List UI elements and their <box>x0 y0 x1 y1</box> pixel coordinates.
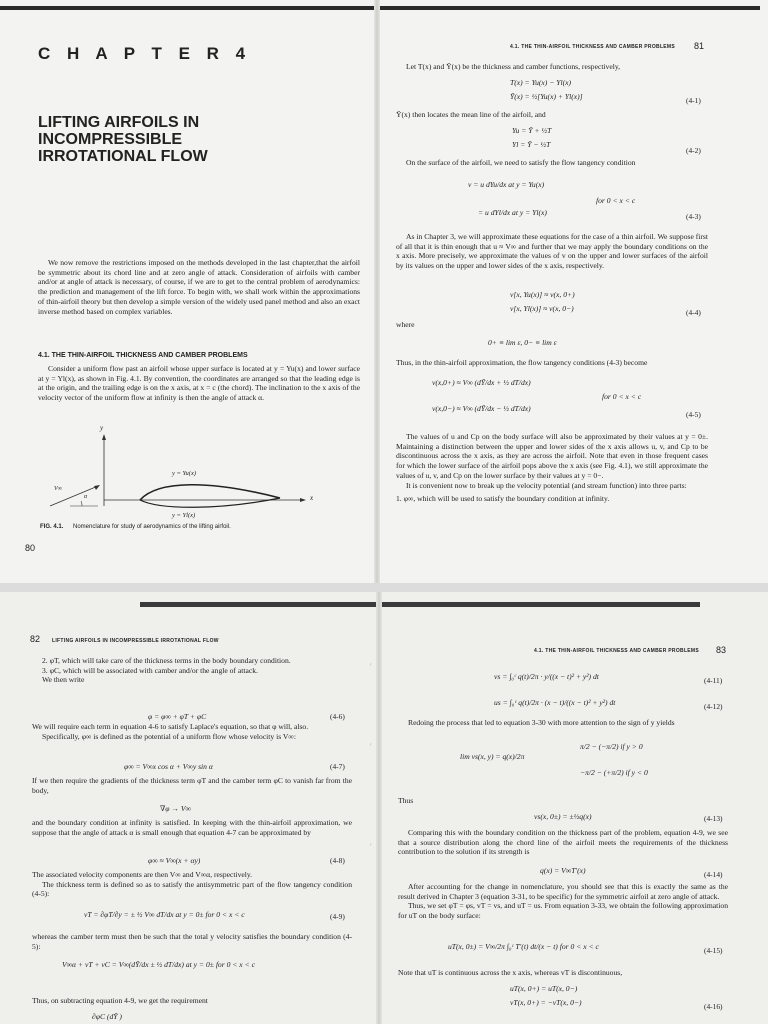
case-upper: π/2 − (−π/2) if y > 0 <box>580 742 643 751</box>
equation-number: (4-5) <box>686 410 701 419</box>
equation-4-1a: T(x) = Yu(x) − Yl(x) <box>510 78 572 87</box>
equation-4-6: φ = φ∞ + φT + φC <box>148 712 207 721</box>
equation-number: (4-9) <box>330 912 345 921</box>
book-gutter <box>374 0 380 583</box>
paragraph: Specifically, φ∞ is defined as the potential of a uniform flow whose velocity is V∞: <box>42 731 296 741</box>
paragraph: On the surface of the airfoil, we need to satisfy the flow tangency condition <box>406 158 636 167</box>
running-head-81: 4.1. THE THIN-AIRFOIL THICKNESS AND CAMBER PROBLEMS <box>510 44 676 50</box>
equation-4-16b: vT(x, 0+) = −vT(x, 0−) <box>510 998 582 1007</box>
lower-surface-label: y = Yl(x) <box>172 512 196 519</box>
equation-number: (4-6) <box>330 712 345 721</box>
chapter-title <box>38 114 208 165</box>
paragraph: Thus <box>398 796 414 805</box>
paragraph: Redoing the process that led to equation 3-30 with more attention to the sign of y yields <box>408 718 675 727</box>
top-edge-rule <box>140 602 700 607</box>
equation-4-7: φ∞ = V∞x cos α + V∞y sin α <box>124 762 213 771</box>
equation-4-13: vs(x, 0±) = ±½q(x) <box>534 812 592 821</box>
where-label: where <box>396 320 415 329</box>
paragraph: The associated velocity components are then V∞ and V∞α, respectively. <box>32 870 253 879</box>
paragraph: whereas the camber term must then be such that the total y velocity satisfies the boundary condition (4-5): <box>32 932 352 951</box>
page-spread-bottom <box>0 592 768 1024</box>
equation-number: (4-16) <box>704 1002 723 1011</box>
equation-partial: ∂φC (dȲ ) <box>92 1012 122 1021</box>
equation-4-14: q(x) = V∞T′(x) <box>540 866 586 875</box>
paragraph: Let T(x) and Ȳ(x) be the thickness and camber functions, respectively, <box>406 62 621 71</box>
equation-number: (4-1) <box>686 96 701 105</box>
freestream-label: V∞ <box>54 486 62 492</box>
paragraph: It is convenient now to break up the velocity potential (and stream function) into three parts: <box>406 480 687 490</box>
equation-number: (4-11) <box>704 676 723 685</box>
equation-4-2a: Yu = Ȳ + ½T <box>512 126 552 135</box>
paragraph: We will require each term in equation 4-6 to satisfy Laplace's equation, so that φ will, also. <box>32 722 309 731</box>
list-item: 3. φC, which will be associated with camber and/or the angle of attack. <box>42 665 258 675</box>
gradient-condition: ∇φ → V∞ <box>160 804 191 813</box>
paragraph: and the boundary condition at infinity is satisfied. In keeping with the thin-airfoil approximation, we suppose that the angle of attack α is small enough that equation 4-7 can be approximated by <box>32 818 352 837</box>
paragraph: If we then require the gradients of the thickness term φT and the camber term φC to vanish far from the body, <box>32 776 352 795</box>
paragraph: After accounting for the change in nomenclature, you should see that this is exactly the same as the result derived in Chapter 3 (equation 3-31, to be specific) for the symmetric airfoil at zero angle of attack. <box>398 882 728 901</box>
paragraph: Thus, in the thin-airfoil approximation, the flow tangency conditions (4-3) become <box>396 358 648 367</box>
paragraph: Thus, we set φT = φs, vT = vs, and uT = us. From equation 3-33, we obtain the following approximation for uT on the body surface: <box>398 901 728 921</box>
equation-4-9: vT = ∂φT/∂y = ± ½ V∞ dT/dx at y = 0± for 0 < x < c <box>84 910 245 919</box>
equation-4-12: us = ∫₀ᶜ q(t)/2π · (x − t)/((x − t)² + y²) dt <box>494 698 616 707</box>
equation-number: (4-2) <box>686 146 701 155</box>
list-item: 1. φ∞, which will be used to satisfy the boundary condition at infinity. <box>396 494 610 504</box>
page-number-80: 80 <box>25 543 36 553</box>
paragraph: We then write <box>42 675 85 685</box>
page-number-82: 82 <box>30 634 41 644</box>
equation-4-16a: uT(x, 0+) = uT(x, 0−) <box>510 984 578 993</box>
list-item: 2. φT, which will take care of the thickness terms in the body boundary condition. <box>42 656 291 665</box>
limit-equation: lim vs(x, y) = q(x)/2π <box>460 752 525 761</box>
paragraph: The thickness term is defined so as to satisfy the antisymmetric part of the flow tangency condition (4-5): <box>32 879 352 899</box>
equation-4-8: φ∞ ≈ V∞(x + αy) <box>148 856 201 865</box>
equation-number: (4-15) <box>704 946 723 955</box>
equation-number: (4-8) <box>330 856 345 865</box>
upper-surface-label: y = Yu(x) <box>172 470 197 477</box>
title-line: IRROTATIONAL FLOW <box>38 148 208 165</box>
title-line: LIFTING AIRFOILS IN <box>38 114 200 131</box>
figure-caption-label: FIG. 4.1. <box>40 524 64 530</box>
equation-number: (4-12) <box>704 702 723 711</box>
page-number-81: 81 <box>694 41 705 51</box>
alpha-label: α <box>84 494 88 500</box>
equation-number: (4-14) <box>704 870 723 879</box>
equation-4-10: V∞α + vT + vC = V∞(dȲ/dx ± ½ dT/dx) at y = 0± for 0 < x < c <box>62 960 255 969</box>
equation-4-5a: v(x,0+) ≈ V∞ (dȲ/dx + ½ dT/dx) <box>432 378 531 387</box>
paragraph: Ȳ(x) then locates the mean line of the airfoil, and <box>396 110 546 119</box>
equation-4-3a: v = u dYu/dx at y = Yu(x) <box>468 180 545 189</box>
case-lower: −π/2 − (+π/2) if y < 0 <box>580 768 648 777</box>
y-axis-label: y <box>100 424 104 432</box>
top-edge-rule <box>0 6 760 10</box>
running-head-83: 4.1. THE THIN-AIRFOIL THICKNESS AND CAMBER PROBLEMS <box>534 648 700 654</box>
equation-4-15: uT(x, 0±) = V∞/2π ∫₀ᶜ T′(t) dt/(x − t) for 0 < x < c <box>448 942 599 951</box>
section-heading: 4.1. THE THIN-AIRFOIL THICKNESS AND CAMBER PROBLEMS <box>38 352 248 359</box>
intro-paragraph: We now remove the restrictions imposed on the methods developed in the last chapter,that the airfoil be symmetric about its chord line and at zero angle of attack. Consideration of airfoils with camber and/or at angle of attack is necessary, of course, if we are to get to the central problem of aerodynamics: the prediction and management of the lift force. To begin with, we shall work within the approximations of thin-airfoil theory but then develop a simple version of the widely used panel method and also an exact inverse method based on complex variables. <box>38 258 360 316</box>
equation-condition: for 0 < x < c <box>596 196 636 205</box>
page-number-83: 83 <box>716 645 727 655</box>
equation-4-5b: v(x,0−) ≈ V∞ (dȲ/dx − ½ dT/dx) <box>432 404 531 413</box>
paragraph: The values of u and Cp on the body surface will also be approximated by their values at y = 0±. Maintaining a distinction between the upper and lower sides of the x axis allows u, v, and Cp to be discontinuous across the x axis, as they are across the airfoil. Note that even in those frequent cases for which the lower surface of the airfoil pops above the x axis (see Fig. 4.1), we still approximate the values of u, v, and Cp on the lower surface by their values at y = 0−. <box>396 432 708 480</box>
equation-4-4b: v[x, Yl(x)] ≈ v(x, 0−) <box>510 304 574 313</box>
title-line: INCOMPRESSIBLE <box>38 131 183 148</box>
gutter-mark: ' <box>370 662 372 672</box>
equation-4-3b: = u dYl/dx at y = Yl(x) <box>478 208 547 217</box>
x-axis-label: x <box>310 494 314 502</box>
equation-4-11: vs = ∫₀ᶜ q(t)/2π · y/((x − t)² + y²) dt <box>494 672 599 681</box>
airfoil-diagram <box>40 428 360 528</box>
equation-number: (4-7) <box>330 762 345 771</box>
figure-caption-text: Nomenclature for study of aerodynamics of the lifting airfoil. <box>73 524 231 530</box>
paragraph: Comparing this with the boundary condition on the thickness part of the problem, equation 4-9, we see that a source distribution along the chord line of the airfoil meets the requirements of the thickness contribution to the solution if its strength is <box>398 828 728 857</box>
book-gutter <box>376 592 382 1024</box>
gutter-mark: ' <box>370 742 372 752</box>
equation-number: (4-13) <box>704 814 723 823</box>
equation-condition: for 0 < x < c <box>602 392 642 401</box>
equation-4-2b: Yl = Ȳ − ½T <box>512 140 551 149</box>
paragraph: Thus, on subtracting equation 4-9, we get the requirement <box>32 996 208 1005</box>
equation-number: (4-4) <box>686 308 701 317</box>
limit-definition: 0+ ≡ lim ε, 0− ≡ lim ε <box>488 338 557 347</box>
paragraph: Note that uT is continuous across the x axis, whereas vT is discontinuous, <box>398 968 623 977</box>
section-paragraph: Consider a uniform flow past an airfoil whose upper surface is located at y = Yu(x) and lower surface at y = Yl(x), as shown in Fig. 4.1. By convention, the coordinates are arranged so that the leading edge is at the origin, and the trailing edge is on the x axis, at x = c (the chord). The inclination to the x axis of the velocity vector of the uniform flow at infinity is then the angle of attack α. <box>38 364 360 403</box>
equation-number: (4-3) <box>686 212 701 221</box>
figure-4-1 <box>40 424 360 528</box>
figure-caption <box>40 524 231 530</box>
chapter-label: C H A P T E R 4 <box>38 44 252 63</box>
running-head-82: LIFTING AIRFOILS IN INCOMPRESSIBLE IRROTATIONAL FLOW <box>52 638 219 644</box>
equation-4-1b: Ȳ(x) = ½[Yu(x) + Yl(x)] <box>510 92 583 101</box>
gutter-mark: ' <box>370 842 372 852</box>
equation-4-4a: v[x, Yu(x)] ≈ v(x, 0+) <box>510 290 575 299</box>
paragraph: As in Chapter 3, we will approximate these equations for the case of a thin airfoil. We suppose first of all that it is thin enough that u ≈ V∞ and further that we may apply the boundary conditions on the x axis. More precisely, we approximate the values of v on the upper and lower surfaces of the airfoil by its values on the upper and lower sides of the x axis, respectively. <box>396 232 708 271</box>
